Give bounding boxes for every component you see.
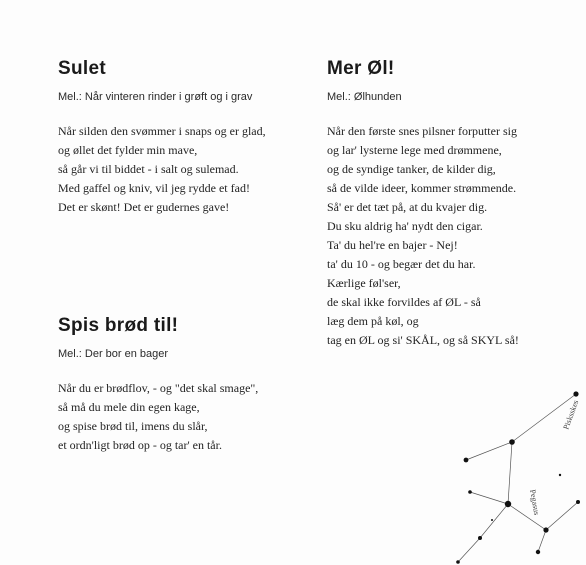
verse-line: Så' er det tæt på, at du kvajer dig. (327, 200, 488, 214)
song-title: Mer Øl! (327, 58, 395, 79)
verse-line: Når du er brødflov, - og "det skal smage", (58, 381, 259, 395)
verse-line: Når den første snes pilsner forputter sig (327, 124, 517, 138)
verse-line: så må du mele din egen kage, (58, 400, 200, 414)
verse-line: og lar' lysterne lege med drømmene, (327, 143, 502, 157)
song-verse (58, 379, 258, 455)
song-verse (327, 122, 519, 350)
verse-line: og øllet det fylder min mave, (58, 143, 198, 157)
star (543, 527, 548, 532)
verse-line: Med gaffel og kniv, vil jeg rydde et fad! (58, 181, 250, 195)
verse-line: et ordn'ligt brød op - og tar' en tår. (58, 438, 222, 452)
constellation-label: Pegasus (528, 488, 542, 516)
song-spis-brod-til (58, 315, 258, 455)
verse-line: de skal ikke forvildes af ØL - så (327, 295, 481, 309)
star (464, 458, 469, 463)
verse-line: så går vi til biddet - i salt og sulemad. (58, 162, 239, 176)
verse-line: læg dem på køl, og (327, 314, 419, 328)
song-sulet (58, 58, 266, 217)
star (468, 490, 472, 494)
star (478, 536, 482, 540)
song-melody: Mel.: Der bor en bager (58, 348, 169, 360)
star (559, 474, 561, 476)
song-verse (58, 122, 266, 217)
star (573, 391, 578, 396)
song-title: Spis brød til! (58, 315, 179, 336)
star (491, 519, 493, 521)
constellation-stars (456, 391, 580, 563)
star (576, 500, 580, 504)
song-melody: Mel.: Når vinteren rinder i grøft og i grav (58, 91, 253, 103)
verse-line: Kærlige føl'ser, (327, 276, 401, 290)
verse-line: Det er skønt! Det er gudernes gave! (58, 200, 230, 214)
verse-line: og de syndige tanker, de kilder dig, (327, 162, 496, 176)
star (505, 501, 511, 507)
song-melody: Mel.: Ølhunden (327, 91, 402, 103)
verse-line: Ta' du hel're en bajer - Nej! (327, 238, 458, 252)
verse-line: tag en ØL og si' SKÅL, og så SKYL så! (327, 333, 519, 347)
constellation-label: Pisksskes (561, 398, 581, 431)
star (536, 550, 540, 554)
verse-line: ta' du 10 - og begær det du har. (327, 257, 476, 271)
star (456, 560, 460, 564)
verse-line: og spise brød til, imens du slår, (58, 419, 208, 433)
verse-line: Når silden den svømmer i snaps og er glad, (58, 124, 266, 138)
constellation-lines (458, 394, 581, 562)
star (509, 439, 515, 445)
constellation-illustration (440, 380, 586, 565)
song-mer-ol (327, 58, 519, 350)
song-title: Sulet (58, 58, 106, 79)
verse-line: Du sku aldrig ha' nydt den cigar. (327, 219, 483, 233)
verse-line: så de vilde ideer, kommer strømmende. (327, 181, 517, 195)
